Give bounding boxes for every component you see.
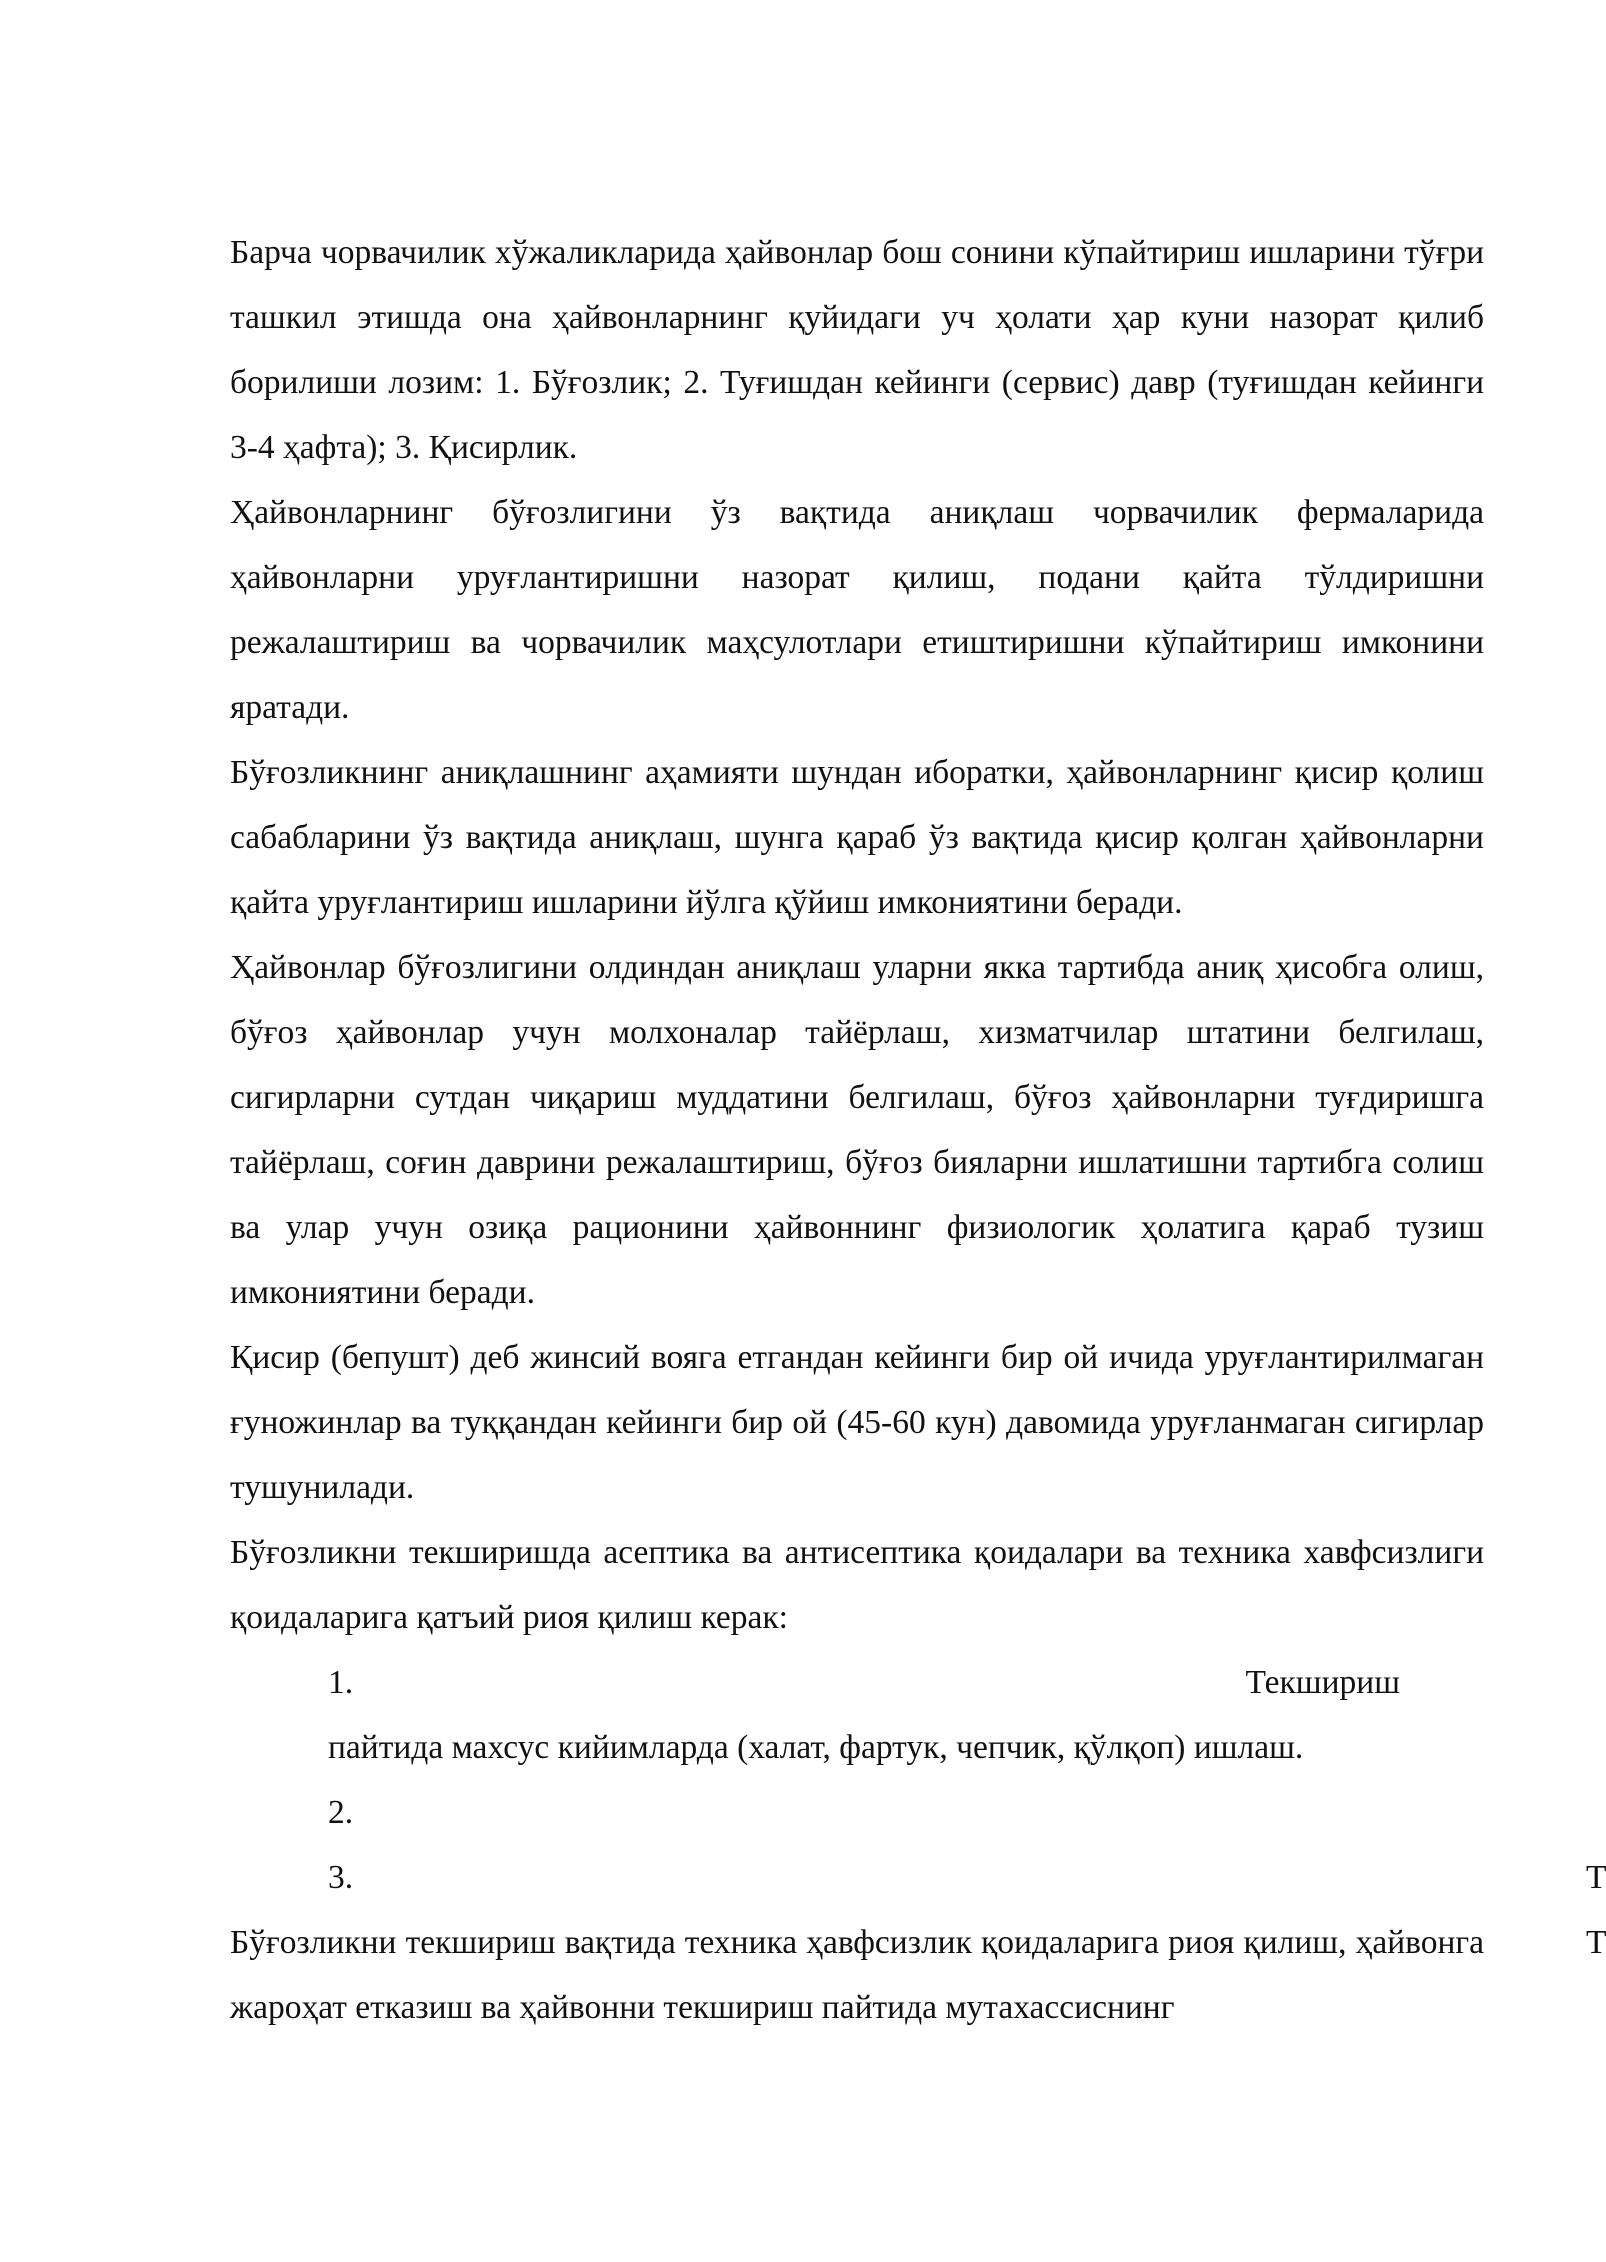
paragraph-6: Бўғозликни текширишда асептика ва антисептика қоидалари ва техника хавфсизлиги қоидаларига қатъий риоя қилиш керак: [230, 1534, 1484, 1636]
list-item-1-first-line [328, 1650, 1484, 1715]
list-item-3-number: 3. [328, 1859, 354, 1896]
safety-rules-list [230, 1650, 1484, 1910]
list-item-2-number: 2. [328, 1794, 354, 1831]
list-item-2-line [328, 1780, 1484, 1845]
list-item-1 [230, 1650, 1484, 1780]
paragraph-5: Қисир (бепушт) деб жинсий вояга етгандан кейинги бир ой ичида уруғлантирилмаган ғуножинлар ва туққандан кейинги бир ой (45-60 кун) давомида уруғланмаган сигирлар тушунилади. [230, 1339, 1484, 1506]
document-body [230, 220, 1484, 2040]
paragraph-4: Ҳайвонлар бўғозлигини олдиндан аниқлаш уларни якка тартибда аниқ ҳисобга олиш, бўғоз ҳайвонлар учун молхоналар тайёрлаш, хизматчилар штатини белгилаш, сигирларни сутдан чиқариш муддатини белгилаш, бўғоз ҳайвонларни туғдиришга тайёрлаш, соғин даврини режалаштириш, бўғоз бияларни ишлатишни тартибга солиш ва улар учун озиқа рационини ҳайвоннинг физиологик ҳолатига қараб тузиш имкониятини беради. [230, 949, 1484, 1311]
paragraph-1: Барча чорвачилик хўжаликларида ҳайвонлар бош сонини кўпайтириш ишларини тўғри ташкил этишда она ҳайвонларнинг қуйидаги уч ҳолати ҳар куни назорат қилиб борилиши лозим: 1. Бўғозлик; 2. Туғишдан кейинги (сервис) давр (туғишдан кейинги 3-4 ҳафта); 3. Қисирлик. [230, 234, 1484, 466]
list-item-3-line [328, 1845, 1484, 1910]
list-item-1-continuation: пайтида махсус кийимларда (халат, фартук, чепчик, қўлқоп) ишлаш. [328, 1729, 1304, 1766]
paragraph-2: Ҳайвонларнинг бўғозлигини ўз вақтида аниқлаш чорвачилик фермаларида ҳайвонларни уруғлантиришни назорат қилиш, подани қайта тўлдиришни режалаштириш ва чорвачилик маҳсулотлари етиштиришни кўпайтириш имконини яратади. [230, 494, 1484, 726]
list-item-2 [230, 1780, 1484, 1845]
paragraph-3: Бўғозликнинг аниқлашнинг аҳамияти шундан иборатки, ҳайвонларнинг қисир қолиш сабабларини ўз вақтида аниқлаш, шунга қараб ўз вақтида қисир қолган ҳайвонларни қайта уруғлантириш ишларини йўлга қўйиш имкониятини беради. [230, 754, 1484, 921]
list-item-1-number: 1. [328, 1664, 354, 1701]
list-item-1-first-word: Текшириш [1245, 1664, 1400, 1701]
list-item-3-cut-text: Т [1586, 1924, 1606, 1961]
list-item-2-cut-text: Т [1586, 1859, 1606, 1896]
list-item-3 [230, 1845, 1484, 1910]
paragraph-7: Бўғозликни текшириш вақтида техника ҳавфсизлик қоидаларига риоя қилиш, ҳайвонга жароҳат етказиш ва ҳайвонни текшириш пайтида мутахассиснинг [230, 1924, 1484, 2026]
